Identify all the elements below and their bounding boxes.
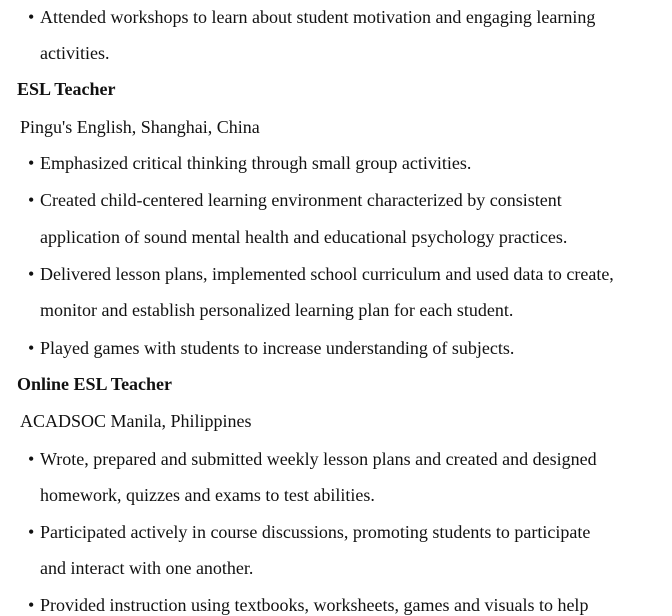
bullet-text: Participated actively in course discussions, promoting students to participate [40, 522, 591, 542]
list-item [28, 189, 562, 211]
employer-location: Pingu's English, Shanghai, China [20, 117, 260, 137]
bullet-text: Emphasized critical thinking through small group activities. [40, 153, 472, 173]
bullet-icon: • [28, 153, 35, 173]
job-title: ESL Teacher [17, 79, 116, 99]
bullet-text: Attended workshops to learn about student motivation and engaging learning [40, 7, 596, 27]
bullet-text: Provided instruction using textbooks, worksheets, games and visuals to help [40, 595, 589, 615]
job-title: Online ESL Teacher [17, 374, 173, 394]
bullet-text-continued: homework, quizzes and exams to test abilities. [40, 485, 375, 505]
bullet-text: Wrote, prepared and submitted weekly lesson plans and created and designed [40, 449, 597, 469]
bullet-icon: • [28, 338, 35, 358]
list-item [28, 263, 614, 285]
bullet-text-continued: monitor and establish personalized learning plan for each student. [40, 300, 514, 320]
bullet-icon: • [28, 522, 35, 542]
bullet-icon: • [28, 449, 35, 469]
list-item [28, 337, 514, 359]
bullet-text: Played games with students to increase understanding of subjects. [40, 338, 515, 358]
list-item [28, 6, 595, 28]
bullet-text-continued: activities. [40, 43, 110, 63]
list-item [28, 152, 471, 174]
list-item [28, 448, 597, 470]
bullet-text: Delivered lesson plans, implemented school curriculum and used data to create, [40, 264, 614, 284]
bullet-icon: • [28, 264, 35, 284]
bullet-icon: • [28, 595, 35, 615]
list-item [28, 521, 590, 543]
bullet-icon: • [28, 190, 35, 210]
bullet-text: Created child-centered learning environment characterized by consistent [40, 190, 562, 210]
employer-location: ACADSOC Manila, Philippines [20, 411, 252, 431]
bullet-text-continued: application of sound mental health and educational psychology practices. [40, 227, 568, 247]
bullet-text-continued: and interact with one another. [40, 558, 254, 578]
bullet-icon: • [28, 7, 35, 27]
list-item [28, 594, 588, 616]
